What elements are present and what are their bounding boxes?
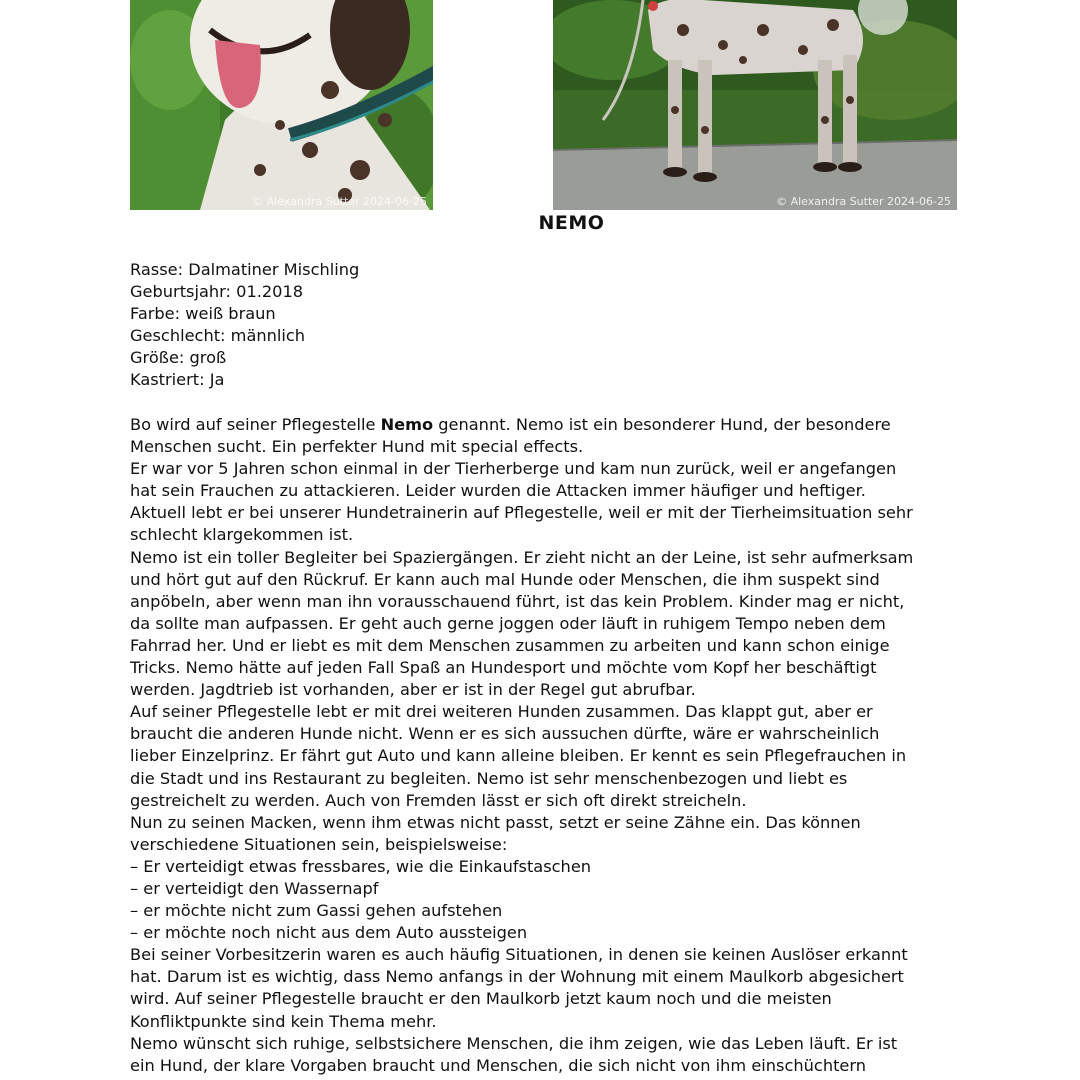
fact-value: weiß braun: [185, 304, 276, 324]
story-line: Fahrrad her. Und er liebt es mit dem Menschen zusammen zu arbeiten und kann schon einige: [130, 635, 890, 655]
story-line: werden. Jagdtrieb ist vorhanden, aber er ist in der Regel gut abrufbar.: [130, 680, 696, 700]
story-line: ein Hund, der klare Vorgaben braucht und Menschen, die sich nicht von ihm einschüchtern: [130, 1055, 867, 1075]
photo-watermark: © Alexandra Sutter 2024-06-25: [252, 195, 427, 208]
fact-color: [130, 303, 1020, 325]
story-line: Nun zu seinen Macken, wenn ihm etwas nicht passt, setzt er seine Zähne ein. Das können: [130, 812, 861, 832]
story-line: Nemo ist ein toller Begleiter bei Spaziergängen. Er zieht nicht an der Leine, ist sehr aufmerksam: [130, 547, 914, 567]
photo-watermark: © Alexandra Sutter 2024-06-25: [776, 195, 951, 208]
dog-name-bold: Nemo: [380, 415, 434, 434]
story-line: Bei seiner Vorbesitzerin waren es auch häufig Situationen, in denen sie keinen Auslöser erkannt: [130, 945, 908, 965]
fact-label: Geburtsjahr:: [130, 282, 231, 302]
story-line: hat. Darum ist es wichtig, dass Nemo anfangs in der Wohnung mit einem Maulkorb abgesichert: [130, 967, 904, 987]
story-line: Konfliktpunkte sind kein Thema mehr.: [130, 1011, 437, 1031]
fact-value: Ja: [209, 370, 225, 390]
story-line: Er war vor 5 Jahren schon einmal in der Tierherberge und kam nun zurück, weil er angefangen: [130, 459, 897, 479]
dog-description: [130, 414, 1020, 1077]
story-line: da sollte man aufpassen. Er geht auch gerne joggen oder läuft in ruhigem Tempo neben dem: [130, 613, 886, 633]
story-line: Bo wird auf seiner Pflegestelle Nemo genannt. Nemo ist ein besonderer Hund, der besondere: [130, 415, 891, 434]
story-line: schlecht klargekommen ist.: [130, 525, 354, 545]
story-line: verschiedene Situationen sein, beispielsweise:: [130, 834, 508, 854]
list-item: – er verteidigt den Wassernapf: [130, 878, 379, 898]
story-line: anpöbeln, aber wenn man ihn vorausschauend führt, ist das kein Problem. Kinder mag er nicht,: [130, 591, 905, 611]
story-line: Aktuell lebt er bei unserer Hundetrainerin auf Pflegestelle, weil er mit der Tierheimsituation sehr: [130, 503, 913, 523]
fact-label: Geschlecht:: [130, 326, 226, 346]
dog-facts-list: [130, 259, 1020, 392]
fact-sex: [130, 325, 1020, 347]
fact-neutered: [130, 369, 1020, 391]
fact-size: [130, 347, 1020, 369]
fact-label: Farbe:: [130, 304, 181, 324]
story-line: Auf seiner Pflegestelle lebt er mit drei weiteren Hunden zusammen. Das klappt gut, aber er: [130, 702, 873, 722]
fact-birth-year: [130, 281, 1020, 303]
fact-value: 01.2018: [236, 282, 304, 302]
list-item: – er möchte nicht zum Gassi gehen aufstehen: [130, 901, 503, 921]
dog-photo-left: [130, 0, 433, 210]
dog-standing-image: [553, 0, 957, 210]
fact-value: groß: [189, 348, 227, 368]
fact-breed: [130, 259, 1020, 281]
fact-label: Rasse:: [130, 260, 184, 279]
fact-label: Kastriert:: [130, 370, 205, 390]
list-item: – er möchte noch nicht aus dem Auto aussteigen: [130, 923, 528, 943]
dog-portrait-image: [130, 0, 433, 210]
story-line: gestreichelt zu werden. Auch von Fremden lässt er sich oft direkt streicheln.: [130, 790, 747, 810]
story-line: die Stadt und ins Restaurant zu begleiten. Nemo ist sehr menschenbezogen und liebt es: [130, 768, 848, 788]
fact-value: männlich: [230, 326, 306, 346]
story-line: braucht die anderen Hunde nicht. Wenn er es sich aussuchen dürfte, wäre er wahrscheinlich: [130, 724, 880, 744]
story-line: lieber Einzelprinz. Er fährt gut Auto und kann alleine bleiben. Er kennt es sein Pflegefrauchen in: [130, 746, 907, 766]
dog-name-heading: NEMO: [538, 212, 605, 234]
story-line: Tricks. Nemo hätte auf jeden Fall Spaß an Hundesport und möchte vom Kopf her beschäftigt: [130, 658, 877, 678]
fact-value: Dalmatiner Mischling: [188, 260, 360, 279]
story-line: Menschen sucht. Ein perfekter Hund mit special effects.: [130, 437, 584, 457]
story-line: Nemo wünscht sich ruhige, selbstsichere Menschen, die ihm zeigen, wie das Leben läuft. Er ist: [130, 1033, 898, 1053]
dog-photo-right: [553, 0, 957, 210]
list-item: – Er verteidigt etwas fressbares, wie die Einkaufstaschen: [130, 856, 592, 876]
story-line: und hört gut auf den Rückruf. Er kann auch mal Hunde oder Menschen, die ihm suspekt sind: [130, 569, 880, 589]
story-line: hat sein Frauchen zu attackieren. Leider wurden die Attacken immer häufiger und heftiger.: [130, 481, 866, 501]
fact-label: Größe:: [130, 348, 185, 368]
story-line: wird. Auf seiner Pflegestelle braucht er den Maulkorb jetzt kaum noch und die meisten: [130, 989, 832, 1009]
